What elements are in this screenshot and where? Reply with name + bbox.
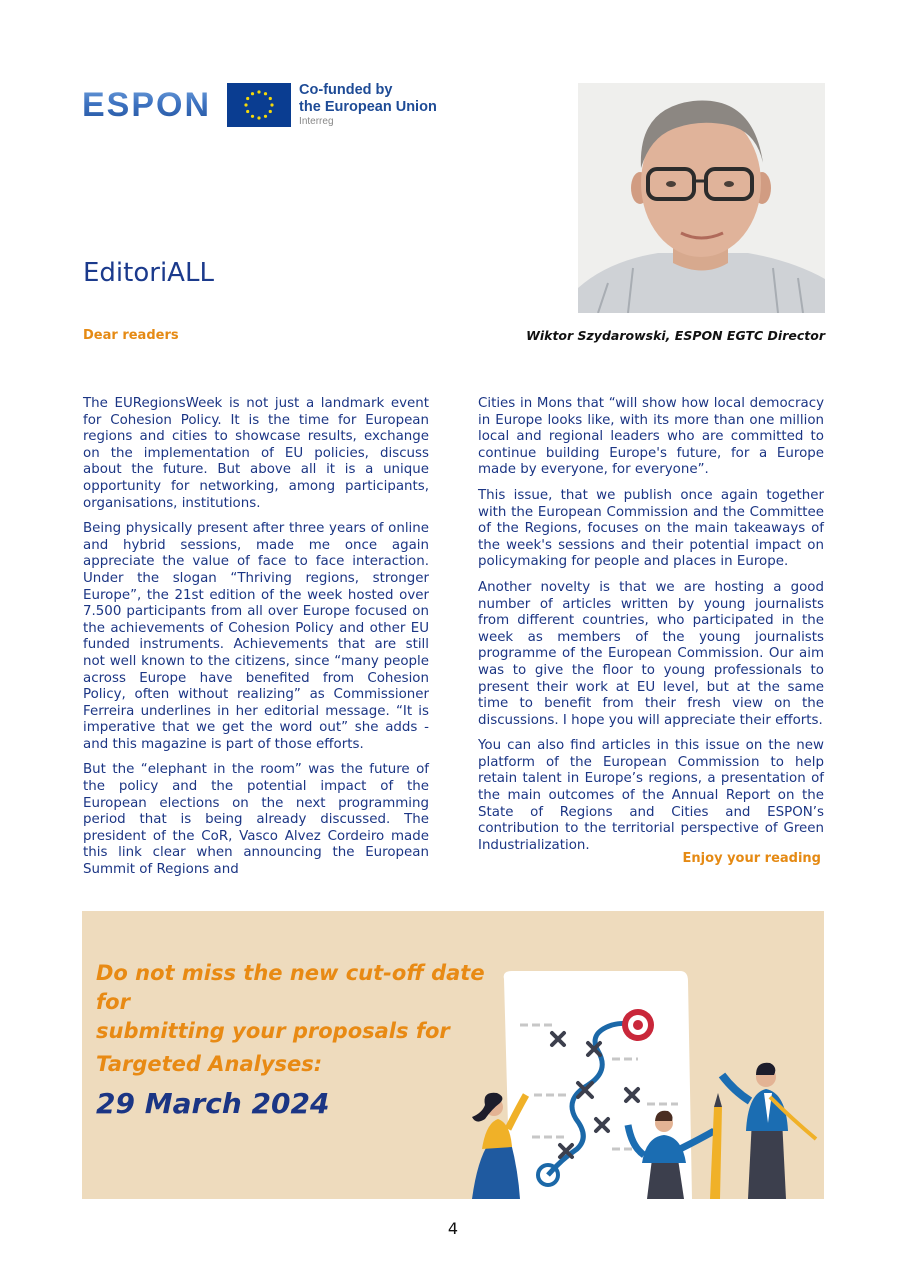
left-column bbox=[83, 396, 429, 888]
greeting: Dear readers bbox=[83, 328, 179, 343]
banner-date: 29 March 2024 bbox=[96, 1087, 330, 1120]
page-number: 4 bbox=[447, 1219, 459, 1238]
eu-flag-icon bbox=[227, 83, 291, 127]
planning-illustration-icon bbox=[452, 959, 824, 1199]
right-column bbox=[478, 396, 824, 863]
paragraph: Being physically present after three years of online and hybrid sessions, made me once again appreciate the value of face to face interaction. Under the slogan “Thriving regions, stronger Europe”, the 21st edition of the week hosted over 7.500 participants from all over Europe focused on the achievements of Cohesion Policy and other EU funded instruments. Achievements that are still not well known to the citizens, since “many people across Europe have benefited from Cohesion Policy, often without realizing” as Commissioner Ferreira underlines in her editorial message. “It is imperative that we get the word out” she adds -and this magazine is part of those efforts. bbox=[83, 521, 429, 752]
paragraph: You can also find articles in this issue on the new platform of the European Commission to help retain talent in Europe’s regions, a presentation of the main outcomes of the Annual Report on the State of Regions and Cities and ESPON’s contribution to the territorial perspective of Green Industrialization. bbox=[478, 738, 824, 853]
author-byline: Wiktor Szydarowski, ESPON EGTC Director bbox=[526, 328, 825, 343]
paragraph: Cities in Mons that “will show how local democracy in Europe looks like, with its more than one million local and regional leaders who are committed to continue building Europe's future, for a Europe made by everyone, for everyone”. bbox=[478, 396, 824, 478]
paragraph: The EURegionsWeek is not just a landmark event for Cohesion Policy. It is the time for European regions and cities to showcase results, exchange on the implementation of EU policies, discuss about the future. But above all it is a unique opportunity for networking, among participants, organisations, institutions. bbox=[83, 396, 429, 511]
cofund-line-2: the European Union bbox=[299, 98, 437, 115]
author-portrait bbox=[578, 83, 825, 313]
banner-line-2: submitting your proposals for bbox=[96, 1019, 450, 1043]
cofund-line-1: Co-funded by bbox=[299, 82, 393, 99]
paragraph: But the “elephant in the room” was the future of the policy and the potential impact of the European elections on the next programming period that is being already discussed. The president of the CoR, Vasco Alvez Cordeiro made this link clear when announcing the European Summit of Regions and bbox=[83, 762, 429, 878]
targeted-analyses-banner[interactable] bbox=[82, 911, 824, 1199]
banner-line-3: Targeted Analyses: bbox=[96, 1052, 323, 1076]
paragraph: This issue, that we publish once again together with the European Commission and the Committee of the Regions, focuses on the main takeaways of the week's sessions and their potential impact on policymaking for people and places in Europe. bbox=[478, 487, 824, 570]
espon-logo: ESPON bbox=[82, 82, 211, 128]
paragraph: Another novelty is that we are hosting a good number of articles written by young journalists from different countries, who participated in the week as members of the young journalists programme of the European Commission. Our aim was to give the floor to young professionals to present their work at EU level, but at the same time to benefit from their fresh view on the discussions. I hope you will appreciate their efforts. bbox=[478, 579, 824, 728]
page-title: EditoriALL bbox=[83, 258, 214, 288]
banner-line-1: Do not miss the new cut-off date for bbox=[96, 961, 485, 1014]
cofunded-label bbox=[299, 82, 437, 128]
cofund-line-3: Interreg bbox=[299, 116, 334, 128]
closing-text: Enjoy your reading bbox=[682, 851, 821, 866]
header-logos bbox=[82, 82, 437, 128]
